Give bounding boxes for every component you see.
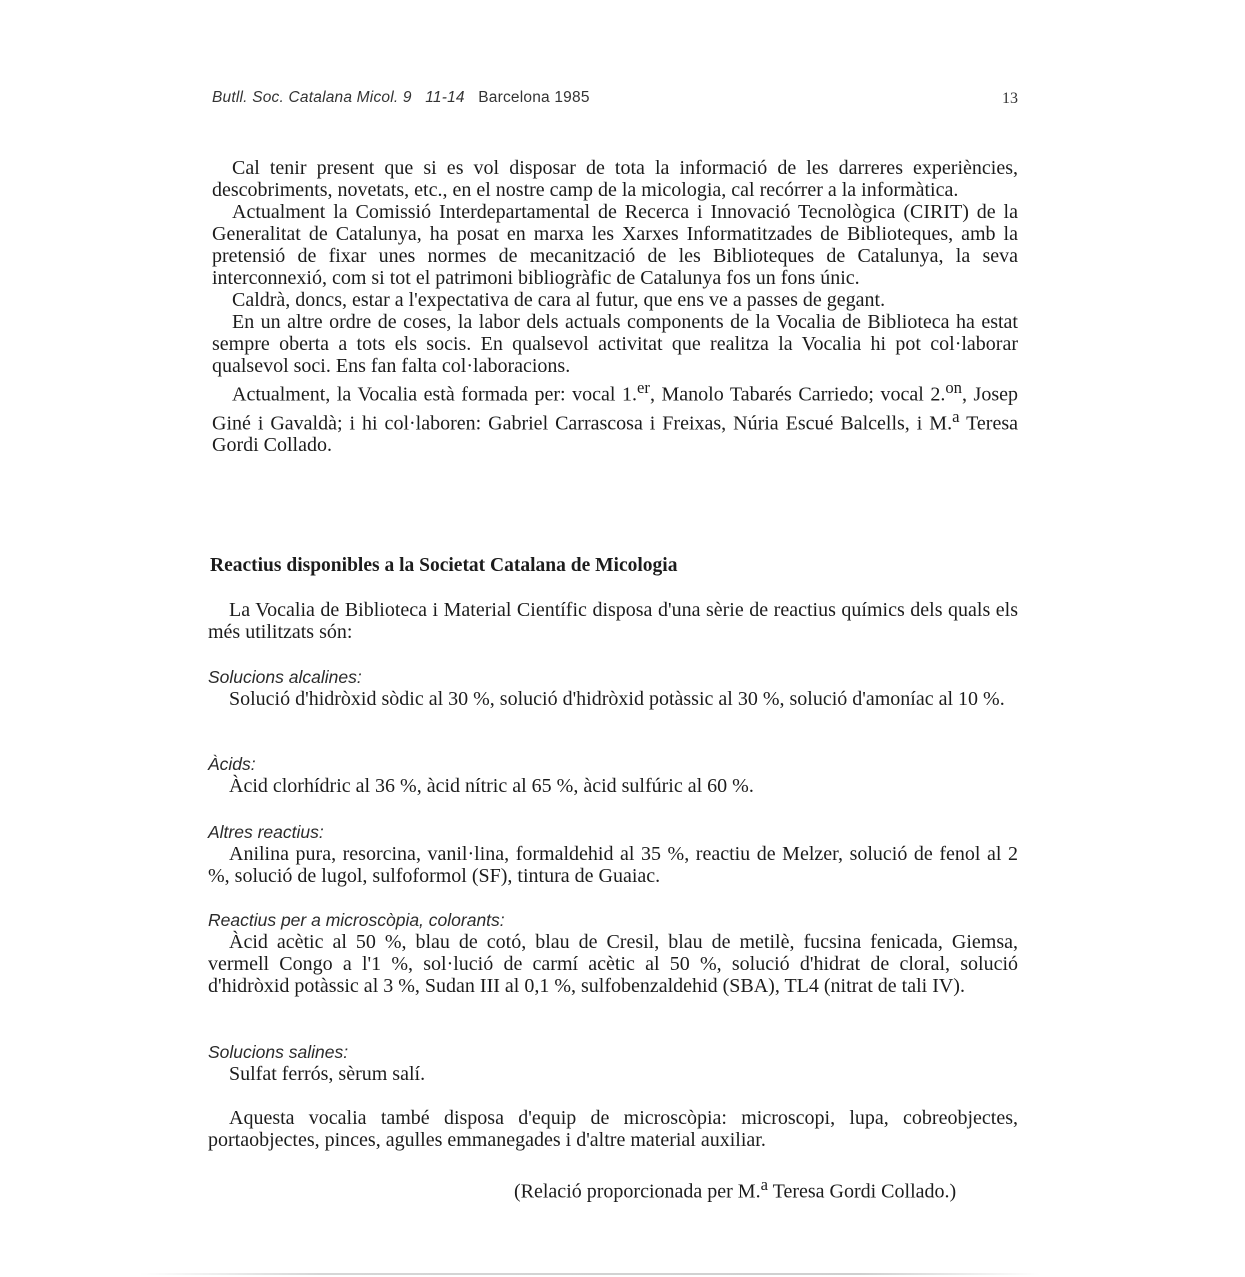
journal-pages: 11-14	[425, 89, 465, 106]
reagent-category	[208, 821, 1018, 887]
closing-paragraph: Aquesta vocalia també disposa d'equip de microscòpia: microscopi, lupa, cobreobjectes, portaobjectes, pinces, agulles emmanegades i d'altre material auxiliar.	[208, 1107, 1018, 1151]
ordinal-superscript: a	[760, 1175, 768, 1194]
journal-name: Catalana Micol. 9	[288, 89, 412, 106]
ordinal-superscript: er	[637, 378, 650, 397]
running-header	[212, 89, 590, 107]
category-text: Àcid clorhídric al 36 %, àcid nítric al 65 %, àcid sulfúric al 60 %.	[229, 775, 754, 797]
page-number: 13	[1002, 90, 1018, 107]
attribution-text: Teresa Gordi Collado.)	[767, 1180, 957, 1203]
body-text	[212, 157, 1018, 456]
closing-note	[208, 1107, 1018, 1151]
reagent-category	[208, 666, 1018, 710]
journal-abbrev: Butll.	[212, 89, 248, 106]
journal-society: Soc.	[252, 89, 285, 106]
body-paragraph: Caldrà, doncs, estar a l'expectativa de cara al futur, que ens ve a passes de gegant.	[232, 289, 886, 311]
members-text: Actualment, la Vocalia està formada per: vocal 1.	[232, 383, 637, 406]
members-text: Teresa Gordi Collado.	[212, 412, 1018, 457]
attribution-text: (Relació proporcionada per M.	[514, 1180, 761, 1203]
category-text: Àcid acètic al 50 %, blau de cotó, blau de Cresil, blau de metilè, fucsina fenicada, Giemsa, vermell Congo a l'1 %, sol·lució de carmí acètic al 50 %, solució d'hidrat de cloral, solució d'hidròxid potàssic al 3 %, Sudan III al 0,1 %, sulfobenzaldehid (SBA), TL4 (nitrat de tali IV).	[208, 931, 1018, 997]
members-paragraph	[212, 377, 1018, 456]
category-title: Solucions alcalines:	[208, 667, 362, 687]
body-paragraph: En un altre ordre de coses, la labor dels actuals components de la Vocalia de Biblioteca ha estat sempre oberta a tots els socis. En qualsevol activitat que realitza la Vocalia hi pot col·laborar qualsevol soci. Ens fan falta col·laboracions.	[212, 311, 1018, 377]
ordinal-superscript: a	[952, 406, 960, 426]
reagent-category	[208, 1041, 1018, 1085]
category-text: Solució d'hidròxid sòdic al 30 %, solució d'hidròxid potàssic al 30 %, solució d'amoníac al 10 %.	[229, 688, 1005, 710]
journal-place-year: Barcelona 1985	[478, 89, 590, 106]
scan-bottom-edge	[140, 1273, 1040, 1275]
section-intro	[208, 599, 1018, 643]
category-text: Sulfat ferrós, sèrum salí.	[229, 1063, 426, 1085]
members-text: , Manolo Tabarés Carriedo; vocal 2.	[649, 383, 946, 406]
ordinal-superscript: on	[945, 378, 962, 397]
reagent-category	[208, 753, 1018, 797]
category-title: Àcids:	[208, 754, 256, 774]
category-title: Solucions salines:	[208, 1042, 349, 1062]
category-title: Altres reactius:	[208, 822, 324, 842]
category-text: Anilina pura, resorcina, vanil·lina, formaldehid al 35 %, reactiu de Melzer, solució de fenol al 2 %, solució de lugol, sulfoformol (SF), tintura de Guaiac.	[208, 843, 1018, 887]
intro-paragraph: La Vocalia de Biblioteca i Material Científic disposa d'una sèrie de reactius químics dels quals els més utilitzats són:	[208, 599, 1018, 643]
members-text: , Josep Giné i Gavaldà; i hi col·laboren: Gabriel Carrascosa i Freixas, Núria Escué Balcells, i M.	[212, 383, 1018, 435]
body-paragraph: Actualment la Comissió Interdepartamental de Recerca i Innovació Tecnològica (CIRIT) de la Generalitat de Catalunya, ha posat en marxa les Xarxes Informatitzades de Biblioteques, amb la pretensió de fixar unes normes de mecanització de les Biblioteques de Catalunya, la seva interconnexió, com si tot el patrimoni bibliogràfic de Catalunya fos un fons únic.	[212, 201, 1018, 289]
reagent-category	[208, 909, 1018, 997]
attribution	[514, 1175, 956, 1204]
section-heading: Reactius disponibles a la Societat Catalana de Micologia	[210, 555, 678, 576]
category-title: Reactius per a microscòpia, colorants:	[208, 910, 505, 930]
body-paragraph: Cal tenir present que si es vol disposar de tota la informació de les darreres experiències, descobriments, novetats, etc., en el nostre camp de la micologia, cal recórrer a la informàtica.	[212, 157, 1018, 201]
